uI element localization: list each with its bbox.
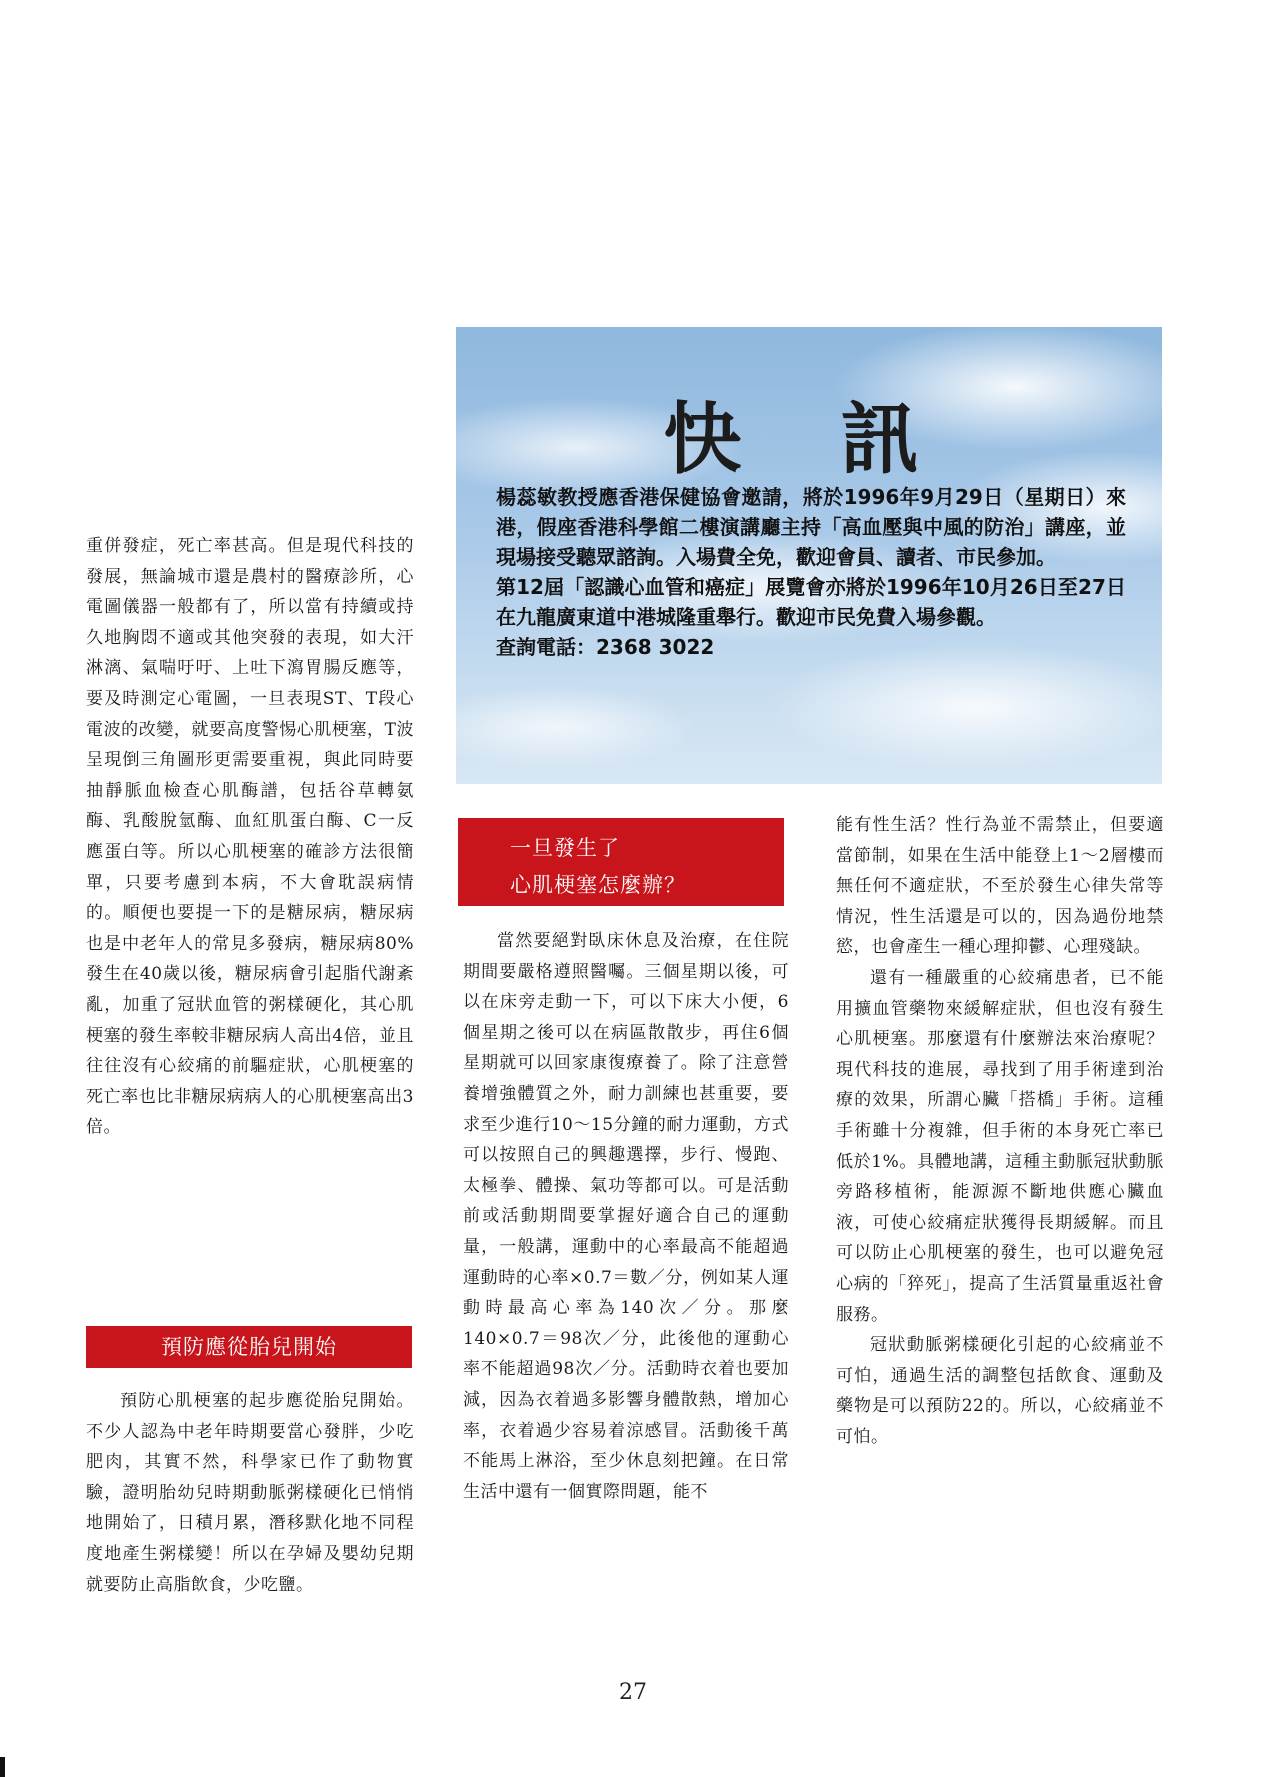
news-flash-phone: 查詢電話：2368 3022 [496,635,715,659]
middle-column [463,926,789,1507]
section-heading-line: 心肌梗塞怎麼辦？ [510,873,686,897]
article-paragraph: 冠狀動脈粥樣硬化引起的心絞痛並不可怕，通過生活的調整包括飲食、運動及藥物是可以預防22的。所以，心絞痛並不可怕。 [836,1335,1164,1447]
news-flash-paragraph: 第12屆「認識心血管和癌症」展覽會亦將於1996年10月26日至27日在九龍廣東道中港城隆重舉行。歡迎市民免費入場參觀。 [496,575,1126,629]
section-heading: 預防應從胎兒開始 [86,1326,412,1368]
news-flash-paragraph: 楊蕊敏教授應香港保健協會邀請，將於1996年9月29日（星期日）來港，假座香港科學館二樓演講廳主持「高血壓與中風的防治」講座，並現場接受聽眾諮詢。入場費全免，歡迎會員、讀者、市民參加。 [496,485,1126,569]
right-column [836,810,1164,1452]
news-flash-body [496,482,1126,662]
article-paragraph: 重併發症，死亡率甚高。但是現代科技的發展，無論城市還是農村的醫療診所，心電圖儀器一般都有了，所以當有持續或持久地胸悶不適或其他突發的表現，如大汗淋漓、氣喘吁吁、上吐下瀉胃腸反應等，要及時測定心電圖，一旦表現ST、T段心電波的改變，就要高度警惕心肌梗塞，T波呈現倒三角圖形更需要重視，與此同時要抽靜脈血檢查心肌酶譜，包括谷草轉氨酶、乳酸脫氫酶、血紅肌蛋白酶、C一反應蛋白等。所以心肌梗塞的確診方法很簡單，只要考慮到本病，不大會耽誤病情的。順便也要提一下的是糖尿病，糖尿病也是中老年人的常見多發病，糖尿病80%發生在40歲以後，糖尿病會引起脂代謝紊亂，加重了冠狀血管的粥樣硬化，其心肌梗塞的發生率較非糖尿病人高出4倍，並且往往沒有心絞痛的前驅症狀，心肌梗塞的死亡率也比非糖尿病病人的心肌梗塞高出3倍。 [86,536,414,1138]
left-column-continued [86,1386,414,1600]
scan-edge-mark [0,1757,5,1777]
news-flash-banner [456,327,1162,784]
left-column [86,531,414,1143]
section-heading-line: 一旦發生了 [510,836,620,860]
news-flash-title: 快 訊 [663,395,955,485]
article-paragraph: 能有性生活？性行為並不需禁止，但要適當節制，如果在生活中能登上1～2層樓而無任何不適症狀，不至於發生心律失常等情況，性生活還是可以的，因為過份地禁慾，也會產生一種心理抑鬱、心理殘缺。 [836,815,1164,958]
section-heading [458,818,784,906]
article-paragraph: 當然要絕對臥床休息及治療，在住院期間要嚴格遵照醫囑。三個星期以後，可以在床旁走動一下，可以下床大小便，6個星期之後可以在病區散散步，再住6個星期就可以回家康復療養了。除了注意營養增強體質之外，耐力訓練也甚重要，要求至少進行10～15分鐘的耐力運動，方式可以按照自己的興趣選擇，步行、慢跑、太極拳、體操、氣功等都可以。可是活動前或活動期間要掌握好適合自己的運動量，一般講，運動中的心率最高不能超過運動時的心率×0.7＝數／分，例如某人運動時最高心率為140次／分。那麼140×0.7＝98次／分，此後他的運動心率不能超過98次／分。活動時衣着也要加減，因為衣着過多影響身體散熱，增加心率，衣着過少容易着涼感冒。活動後千萬不能馬上淋浴，至少休息刻把鐘。在日常生活中還有一個實際問題，能不 [463,931,789,1502]
page-number: 27 [619,1680,647,1705]
article-paragraph: 還有一種嚴重的心絞痛患者，已不能用擴血管藥物來緩解症狀，但也沒有發生心肌梗塞。那麼還有什麼辦法來治療呢？現代科技的進展，尋找到了用手術達到治療的效果，所謂心臟「搭橋」手術。這種手術雖十分複雜，但手術的本身死亡率已低於1%。具體地講，這種主動脈冠狀動脈旁路移植術，能源源不斷地供應心臟血液，可使心絞痛症狀獲得長期緩解。而且可以防止心肌梗塞的發生，也可以避免冠心病的「猝死」，提高了生活質量重返社會服務。 [836,967,1164,1325]
article-paragraph: 預防心肌梗塞的起步應從胎兒開始。不少人認為中老年時期要當心發胖，少吃肥肉，其實不然，科學家已作了動物實驗，證明胎幼兒時期動脈粥樣硬化已悄悄地開始了，日積月累，潛移默化地不同程度地產生粥樣變！所以在孕婦及嬰幼兒期就要防止高脂飲食，少吃鹽。 [86,1391,414,1595]
